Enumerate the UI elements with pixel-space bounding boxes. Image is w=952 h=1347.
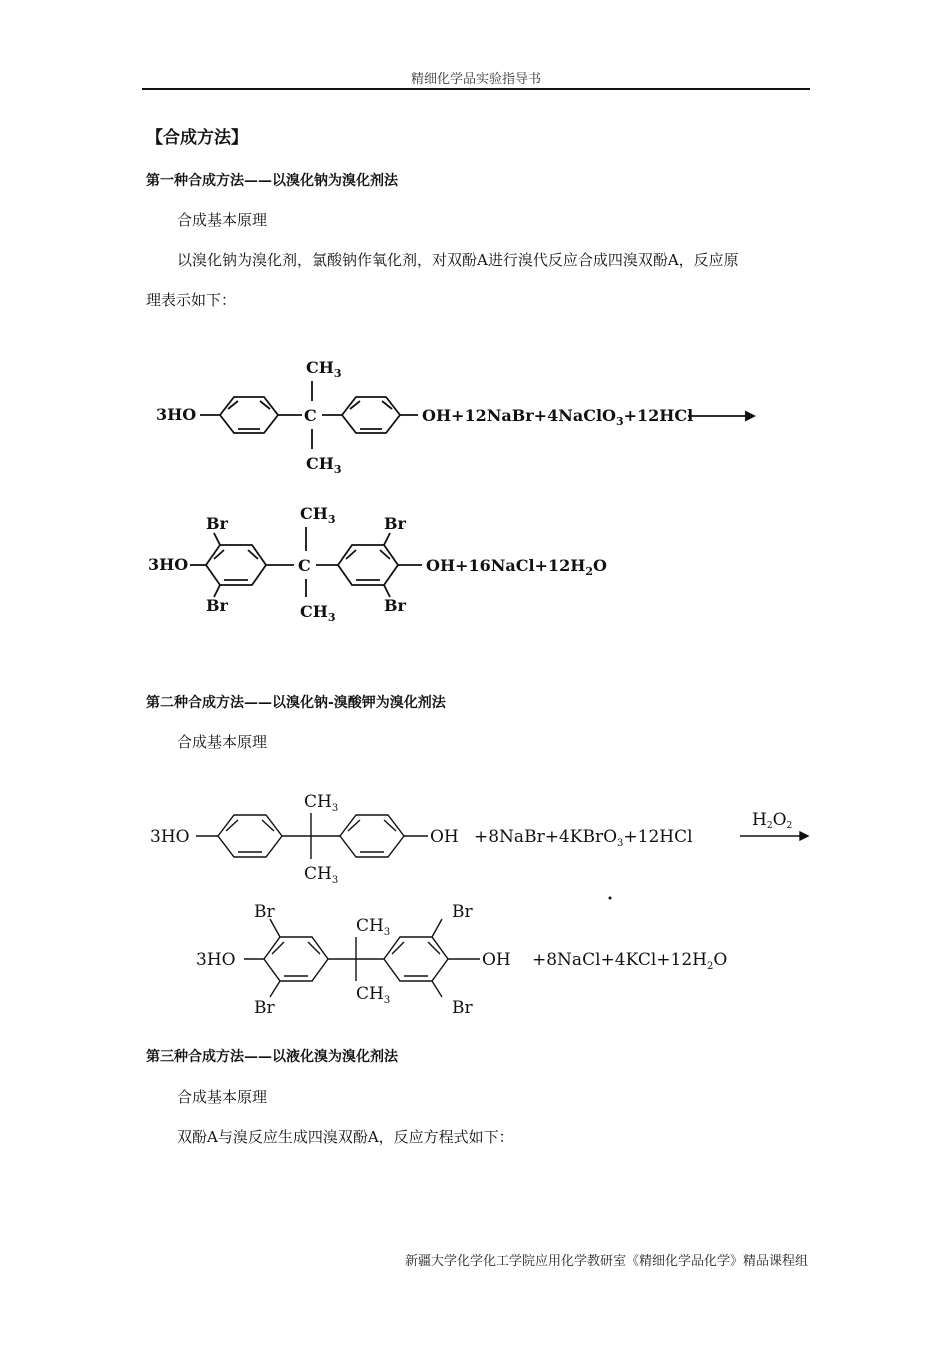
reaction1-benzene-right <box>342 397 400 433</box>
reaction1-benzene-left <box>220 397 278 433</box>
reaction1-methyl-bottom: $CH_3$ <box>306 454 342 476</box>
reaction1-br-bottom-right: Br <box>384 596 406 615</box>
header-rule <box>142 88 810 90</box>
method1-paragraph-line2: 理表示如下： <box>146 291 237 309</box>
reaction2-br-bottom-right: Br <box>452 998 473 1018</box>
method1-heading: 第一种合成方法——以溴化钠为溴化剂法 <box>146 173 398 189</box>
reaction2-methyl-top: $CH_3$ <box>304 792 339 814</box>
reaction2-reagents: +8NaBr+4KBrO$_3$+12HCl <box>474 827 693 849</box>
reaction2-catalyst: H2O2 <box>752 810 793 831</box>
method2-heading: 第二种合成方法——以溴化钠-溴酸钾为溴化剂法 <box>146 695 446 711</box>
reaction2-product-coef: 3HO <box>196 950 236 970</box>
reaction2-product-methyl-top: $CH_3$ <box>356 916 391 938</box>
reaction2-br-bottom-left: Br <box>254 998 275 1018</box>
reaction2-products: $+8NaCl+4KCl+12H_2O$ <box>532 950 728 972</box>
page-footer: 新疆大学化学化工学院应用化学教研室《精细化学品化学》精品课程组 <box>404 1254 808 1269</box>
method1-paragraph-line1: 以溴化钠为溴化剂，氯酸钠作氧化剂，对双酚A进行溴代反应合成四溴双酚A，反应原 <box>177 251 739 269</box>
reaction1-br-top-left: Br <box>206 514 228 533</box>
reaction2-scheme <box>146 785 812 1025</box>
reaction1-scheme <box>148 345 758 635</box>
reaction2-reactant-coef: 3HO <box>150 827 190 847</box>
reaction2-oh: OH <box>430 827 459 847</box>
reaction1-product-center-carbon: C <box>298 556 311 575</box>
reaction1-center-carbon: C <box>304 406 317 425</box>
reaction1-br-top-right: Br <box>384 514 406 533</box>
reaction1-br-bottom-left: Br <box>206 596 228 615</box>
reaction2-benzene-right <box>340 815 404 857</box>
reaction1-products: $OH+16NaCl+12H_2O$ <box>426 556 607 578</box>
method2-subheading: 合成基本原理 <box>177 733 268 751</box>
reaction1-product-ring-right <box>338 545 398 585</box>
reaction1-product-coef: 3HO <box>148 555 189 574</box>
method1-subheading: 合成基本原理 <box>177 211 268 229</box>
reaction1-product-methyl-bottom: $CH_3$ <box>300 602 336 624</box>
method3-heading: 第三种合成方法——以液化溴为溴化剂法 <box>146 1049 398 1065</box>
reaction1-reagents: OH+12NaBr+4NaClO$_3$+12HCl <box>422 406 694 428</box>
reaction2-br-top-right: Br <box>452 902 473 922</box>
reaction2-product-ring-left <box>264 937 328 981</box>
reaction2-product-ring-right <box>384 937 448 981</box>
reaction1-product-ring-left <box>206 545 266 585</box>
section-title: 【合成方法】 <box>146 128 248 148</box>
method3-paragraph: 双酚A与溴反应生成四溴双酚A，反应方程式如下： <box>177 1128 514 1146</box>
reaction2-methyl-bottom: $CH_3$ <box>304 864 339 886</box>
reaction2-benzene-left <box>218 815 282 857</box>
reaction1-product-methyl-top: $CH_3$ <box>300 504 336 526</box>
reaction1-reactant-coef: 3HO <box>156 405 197 424</box>
reaction2-br-top-left: Br <box>254 902 275 922</box>
reaction2-product-oh: OH <box>482 950 511 970</box>
reaction1-methyl-top: $CH_3$ <box>306 358 342 380</box>
method3-subheading: 合成基本原理 <box>177 1088 268 1106</box>
reaction2-product-methyl-bottom: $CH_3$ <box>356 984 391 1006</box>
running-header: 精细化学品实验指导书 <box>410 72 541 87</box>
